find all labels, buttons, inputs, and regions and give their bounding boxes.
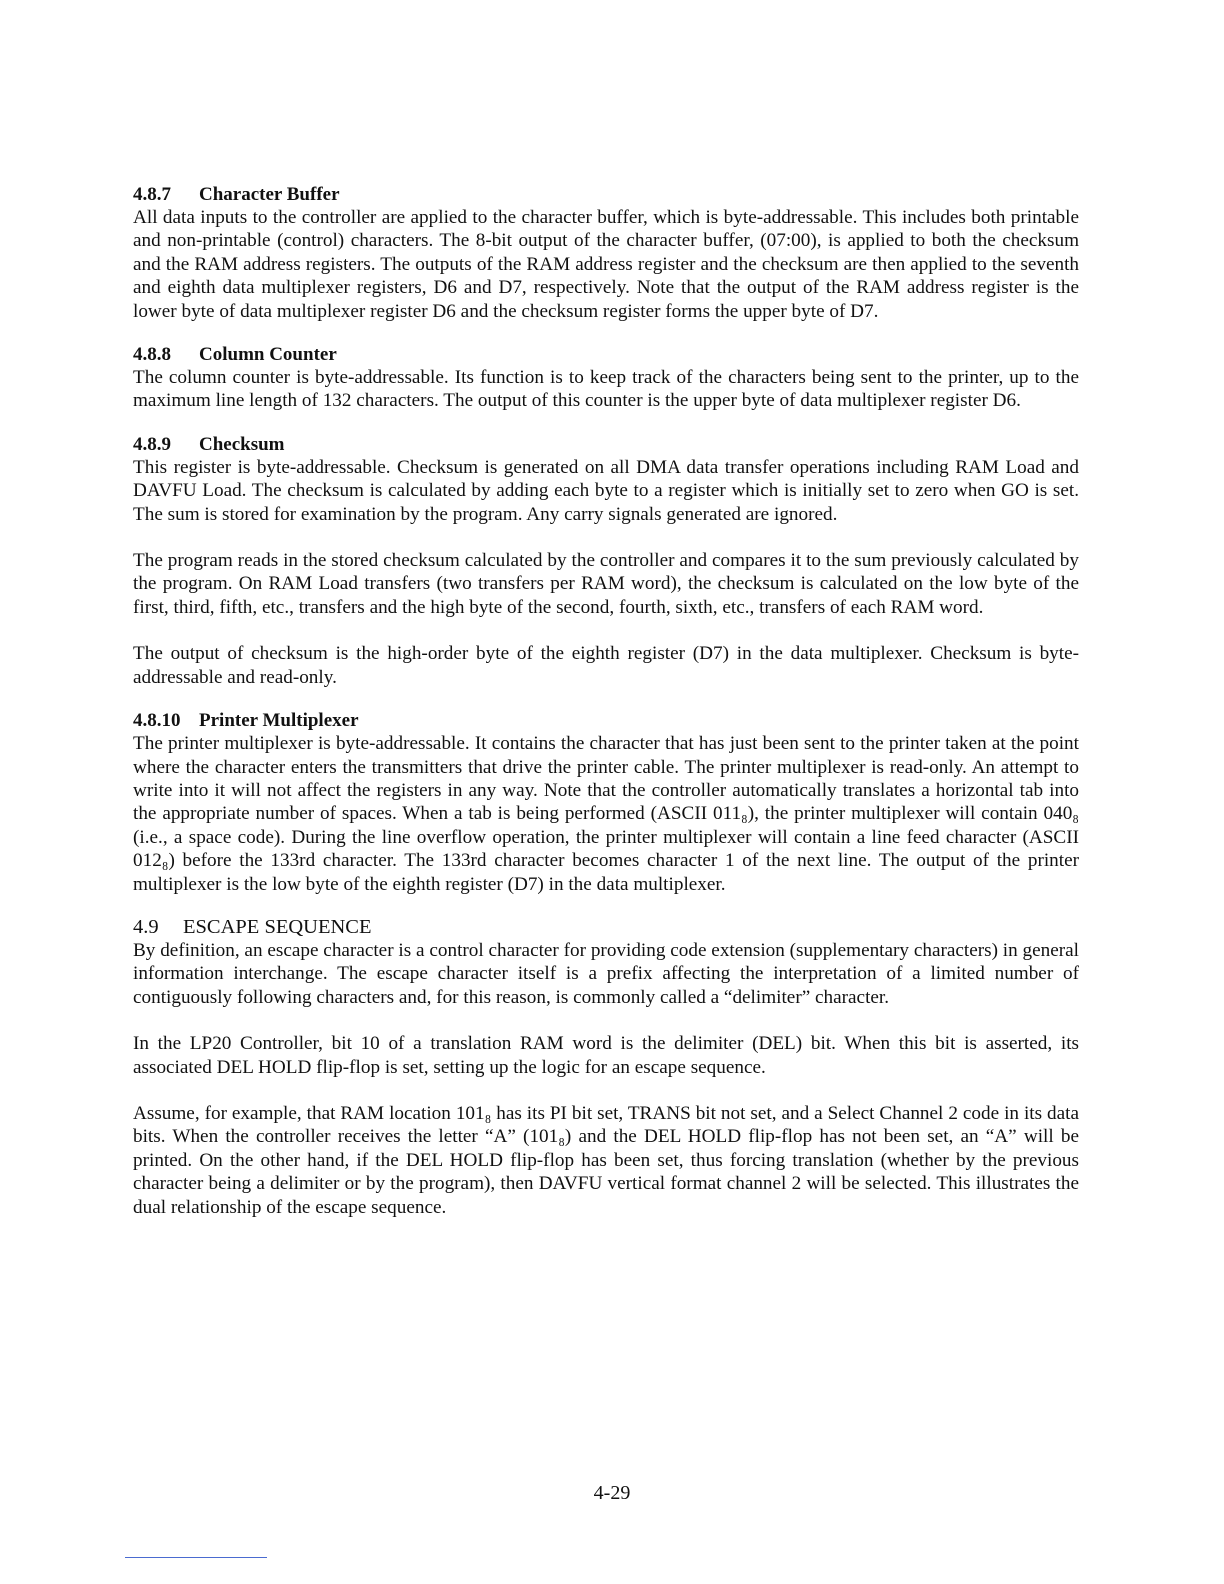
section-heading	[133, 433, 1079, 456]
section-title: Checksum	[199, 433, 285, 455]
paragraph: By definition, an escape character is a control character for providing code extension (supplementary characters) in general information interchange. The escape character itself is a prefix affecting the interpretation of a limited number of contiguously following characters and, for this reason, is commonly called a “delimiter” character.	[133, 939, 1079, 1008]
section-4-8-7	[133, 183, 1079, 323]
paragraph: The printer multiplexer is byte-addressable. It contains the character that has just been sent to the printer taken at the point where the character enters the transmitters that drive the printer cable. The printer multiplexer is read-only. An attempt to write into it will not affect the registers in any way. Note that the controller automatically translates a horizontal tab into the appropriate number of spaces. When a tab is being performed (ASCII 011₈), the printer multiplexer will contain 040₈ (i.e., a space code). During the line overflow operation, the printer multiplexer will contain a line feed character (ASCII 012₈) before the 133rd character. The 133rd character becomes character 1 of the next line. The output of the printer multiplexer is the low byte of the eighth register (D7) in the data multiplexer.	[133, 733, 1079, 895]
section-number: 4.9	[133, 915, 159, 938]
paragraph: The column counter is byte-addressable. Its function is to keep track of the characters being sent to the printer, up to the maximum line length of 132 characters. The output of this counter is the upper byte of data multiplexer register D6.	[133, 367, 1079, 412]
paragraph: In the LP20 Controller, bit 10 of a translation RAM word is the delimiter (DEL) bit. When this bit is asserted, its associated DEL HOLD flip-flop is set, setting up the logic for an escape sequence.	[133, 1033, 1079, 1078]
section-heading	[133, 183, 1079, 206]
section-number: 4.8.9	[133, 433, 171, 455]
section-4-9	[133, 916, 1079, 1219]
paragraph: The program reads in the stored checksum calculated by the controller and compares it to the sum previously calculated by the program. On RAM Load transfers (two transfers per RAM word), the checksum is calculated on the low byte of the first, third, fifth, etc., transfers and the high byte of the second, fourth, sixth, etc., transfers of each RAM word.	[133, 550, 1079, 618]
section-title: Column Counter	[199, 344, 337, 366]
section-4-8-9	[133, 433, 1079, 689]
document-body	[133, 183, 1079, 1239]
paragraph: The output of checksum is the high-order byte of the eighth register (D7) in the data multiplexer. Checksum is byte-addressable and read-only.	[133, 643, 1079, 688]
section-title: Printer Multiplexer	[199, 710, 359, 732]
page-number: 4-29	[593, 1482, 631, 1504]
paragraph: Assume, for example, that RAM location 101₈ has its PI bit set, TRANS bit not set, and a Select Channel 2 code in its data bits. When the controller receives the letter “A” (101₈) and the DEL HOLD flip-flop has not been set, an “A” will be printed. On the other hand, if the DEL HOLD flip-flop has been set, thus forcing translation (whether by the previous character being a delimiter or by the program), then DAVFU vertical format channel 2 will be selected. This illustrates the dual relationship of the escape sequence.	[133, 1102, 1079, 1218]
section-4-8-8	[133, 343, 1079, 413]
section-number: 4.8.8	[133, 344, 171, 366]
footer-divider	[125, 1557, 267, 1558]
section-title: Character Buffer	[199, 184, 340, 205]
section-number: 4.8.7	[133, 184, 171, 205]
section-heading	[133, 709, 1079, 732]
section-heading	[133, 343, 1079, 366]
section-4-8-10	[133, 709, 1079, 896]
paragraph: All data inputs to the controller are applied to the character buffer, which is byte-addressable. This includes both printable and non-printable (control) characters. The 8-bit output of the character buffer, (07:00), is applied to both the checksum and the RAM address registers. The outputs of the RAM address register and the checksum are then applied to the seventh and eighth data multiplexer registers, D6 and D7, respectively. Note that the output of the RAM address register is the lower byte of data multiplexer register D6 and the checksum register forms the upper byte of D7.	[133, 207, 1079, 322]
section-number: 4.8.10	[133, 710, 181, 732]
paragraph: This register is byte-addressable. Checksum is generated on all DMA data transfer operations including RAM Load and DAVFU Load. The checksum is calculated by adding each byte to a register which is initially set to zero when GO is set. The sum is stored for examination by the program. Any carry signals generated are ignored.	[133, 456, 1079, 525]
section-title: ESCAPE SEQUENCE	[183, 915, 372, 938]
section-heading	[133, 916, 1079, 939]
